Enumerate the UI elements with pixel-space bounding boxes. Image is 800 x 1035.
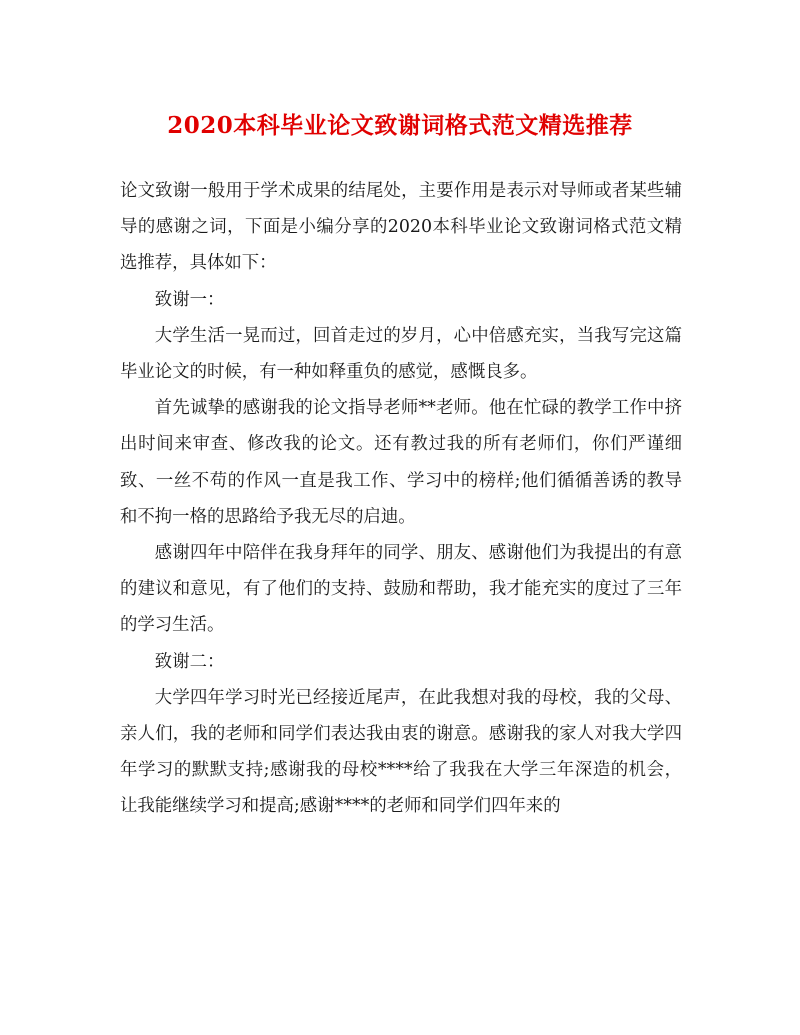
section-heading-acknowledgement-2: 致谢二： xyxy=(154,651,225,672)
paragraph-university-life: 大学生活一晃而过，回首走过的岁月，心中倍感充实，当我写完这篇毕业论文的时候，有一种如释重负的感觉，感慨良多。 xyxy=(120,325,682,383)
section-heading-acknowledgement-1: 致谢一： xyxy=(154,289,225,310)
document-body xyxy=(120,173,682,825)
document-title: 2020本科毕业论文致谢词格式范文精选推荐 xyxy=(167,112,633,139)
paragraph-thanks-classmates: 感谢四年中陪伴在我身拜年的同学、朋友、感谢他们为我提出的有意的建议和意见，有了他们的支持、鼓励和帮助，我才能充实的度过了三年的学习生活。 xyxy=(120,543,682,636)
intro-paragraph: 论文致谢一般用于学术成果的结尾处，主要作用是表示对导师或者某些辅导的感谢之词，下面是小编分享的2020本科毕业论文致谢词格式范文精选推荐，具体如下： xyxy=(120,181,682,274)
paragraph-thanks-family-school: 大学四年学习时光已经接近尾声，在此我想对我的母校，我的父母、亲人们，我的老师和同学们表达我由衷的谢意。感谢我的家人对我大学四年学习的默默支持;感谢我的母校****给了我我在大学三年深造的机会，让我能继续学习和提高;感谢****的老师和同学们四年来的 xyxy=(120,687,682,817)
paragraph-thanks-advisor: 首先诚挚的感谢我的论文指导老师**老师。他在忙碌的教学工作中挤出时间来审查、修改我的论文。还有教过我的所有老师们，你们严谨细致、一丝不苟的作风一直是我工作、学习中的榜样;他们循循善诱的教导和不拘一格的思路给予我无尽的启迪。 xyxy=(120,398,682,527)
